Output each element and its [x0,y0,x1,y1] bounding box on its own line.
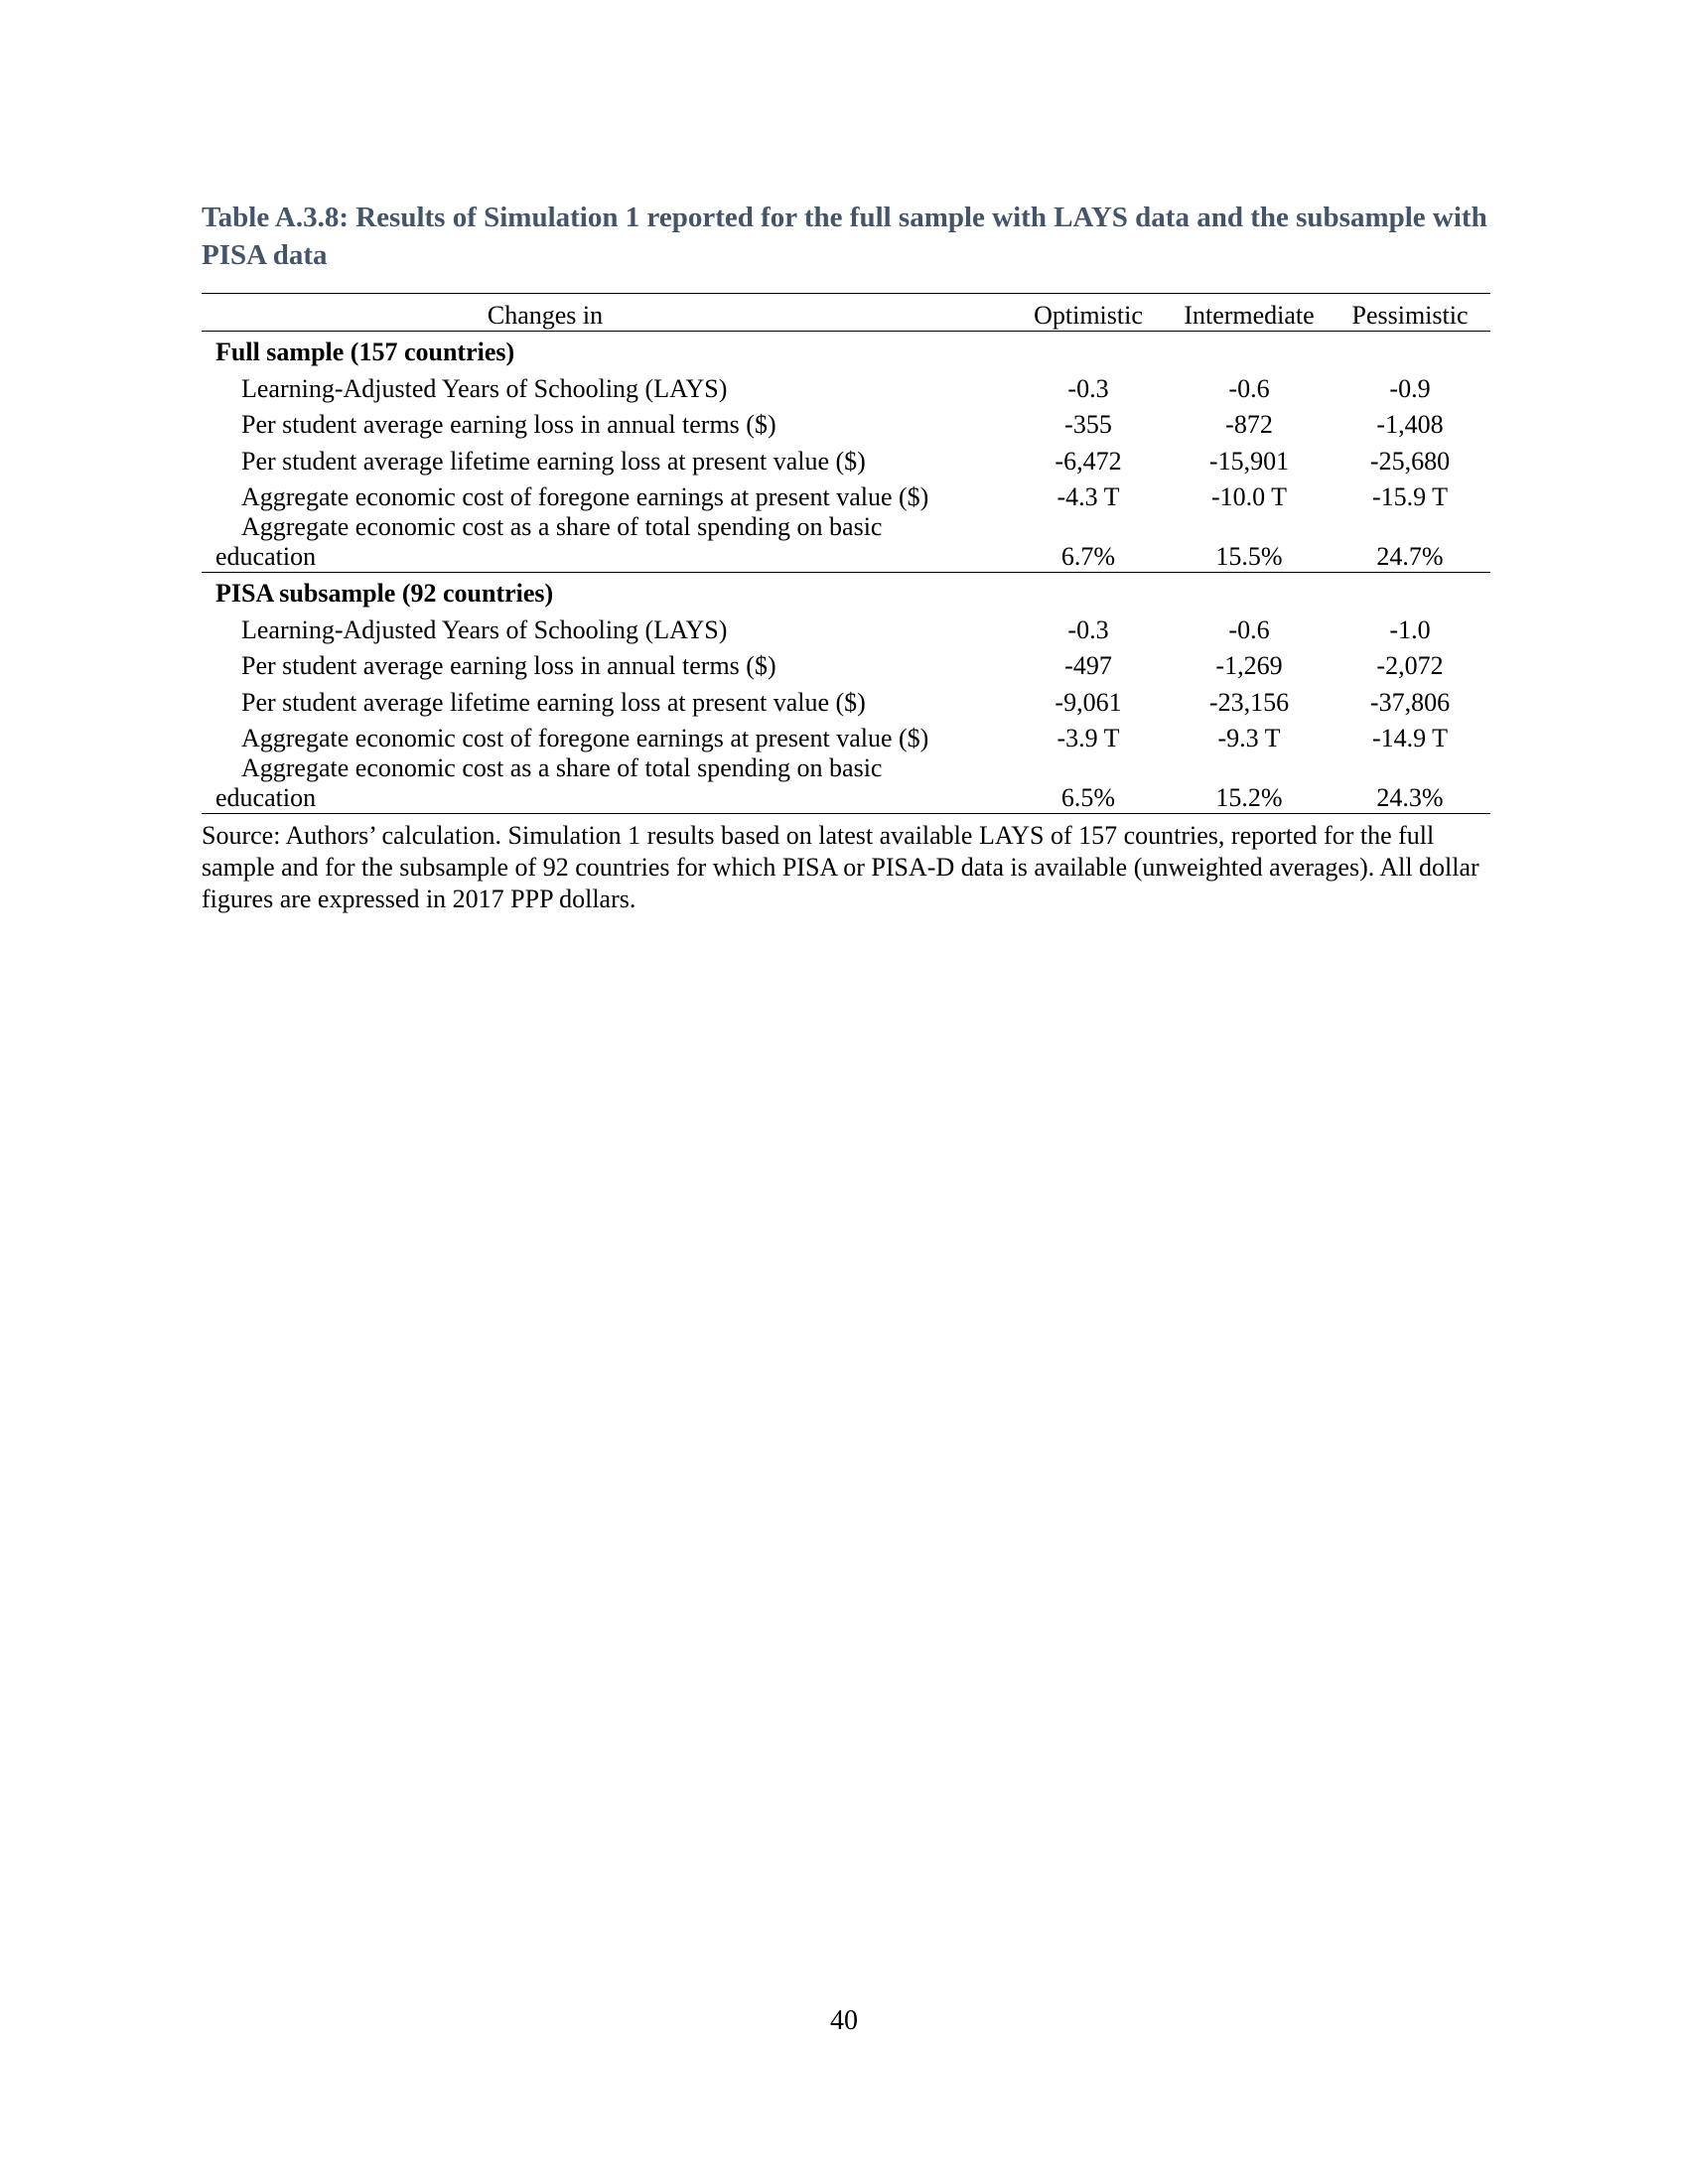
cell-intermediate: -0.6 [1228,373,1270,403]
table-row [202,645,1490,682]
row-label: Aggregate economic cost of foregone earnings at present value ($) [241,482,929,511]
row-label-line2: education [215,783,317,812]
cell-pessimistic: -2,072 [1376,651,1444,680]
cell-intermediate: -15,901 [1208,446,1290,476]
table-header-row [202,294,1490,332]
table-row [202,718,1490,754]
cell-intermediate: 15.5% [1169,512,1330,573]
cell-pessimistic: -14.9 T [1371,724,1449,752]
table-row [202,477,1490,513]
table-title: Table A.3.8: Results of Simulation 1 reported for the full sample with LAYS data and the subsample with PISA data [202,202,1487,271]
cell-intermediate: -872 [1225,410,1273,439]
cell-pessimistic: -37,806 [1369,687,1451,717]
row-label: Per student average lifetime earning loss at present value ($) [241,687,866,717]
cell-optimistic: -497 [1064,651,1112,680]
cell-optimistic: -3.9 T [1056,724,1120,752]
row-label [202,512,1008,573]
section-title: PISA subsample (92 countries) [215,579,554,608]
cell-optimistic: -355 [1064,410,1112,439]
cell-optimistic: -0.3 [1067,373,1109,403]
cell-pessimistic: -15.9 T [1371,482,1449,511]
section-title: Full sample (157 countries) [215,338,515,366]
cell-optimistic: 6.5% [1008,753,1169,814]
row-label: Learning-Adjusted Years of Schooling (LAYS) [241,373,728,403]
table-row [202,681,1490,718]
cell-pessimistic: -1,408 [1376,410,1444,439]
row-label: Learning-Adjusted Years of Schooling (LAYS) [241,614,728,644]
cell-pessimistic: -0.9 [1389,373,1431,403]
section-title-row [202,332,1490,368]
table-row [202,404,1490,441]
cell-intermediate: -9.3 T [1217,724,1281,752]
results-table [202,293,1490,814]
cell-optimistic: -6,472 [1055,446,1122,476]
table-row [202,753,1490,814]
cell-pessimistic: 24.7% [1330,512,1490,573]
cell-optimistic: -0.3 [1067,614,1109,644]
header-changes-in: Changes in [202,294,1008,332]
table-row [202,512,1490,573]
source-note: Source: Authors’ calculation. Simulation 1 results based on latest available LAYS of 157 countries, reported for the full sample and for the subsample of 92 countries for which PISA or PISA-D data is available (unweighted averages). All dollar figures are expressed in 2017 PPP dollars. [202,821,1479,913]
cell-intermediate: -0.6 [1228,614,1270,644]
row-label-line1: Aggregate economic cost as a share of total spending on basic [241,512,883,541]
header-pessimistic: Pessimistic [1330,294,1490,332]
row-label: Aggregate economic cost of foregone earnings at present value ($) [241,724,929,752]
section-title-row [202,573,1490,610]
page-number: 40 [830,2005,858,2036]
cell-pessimistic: -25,680 [1369,446,1451,476]
cell-optimistic: 6.7% [1008,512,1169,573]
row-label: Per student average earning loss in annual terms ($) [241,651,776,680]
table-row [202,367,1490,404]
cell-intermediate: -23,156 [1208,687,1290,717]
header-optimistic: Optimistic [1008,294,1169,332]
table-row [202,609,1490,645]
row-label: Per student average earning loss in annual terms ($) [241,410,776,439]
cell-pessimistic: -1.0 [1389,614,1431,644]
row-label [202,753,1008,814]
cell-optimistic: -9,061 [1055,687,1122,717]
cell-intermediate: -10.0 T [1210,482,1288,511]
header-intermediate: Intermediate [1169,294,1330,332]
row-label-line1: Aggregate economic cost as a share of total spending on basic [241,753,883,782]
row-label: Per student average lifetime earning loss at present value ($) [241,446,866,476]
table-row [202,440,1490,477]
cell-pessimistic: 24.3% [1330,753,1490,814]
row-label-line2: education [215,542,317,571]
cell-intermediate: 15.2% [1169,753,1330,814]
cell-optimistic: -4.3 T [1056,482,1120,511]
cell-intermediate: -1,269 [1215,651,1283,680]
